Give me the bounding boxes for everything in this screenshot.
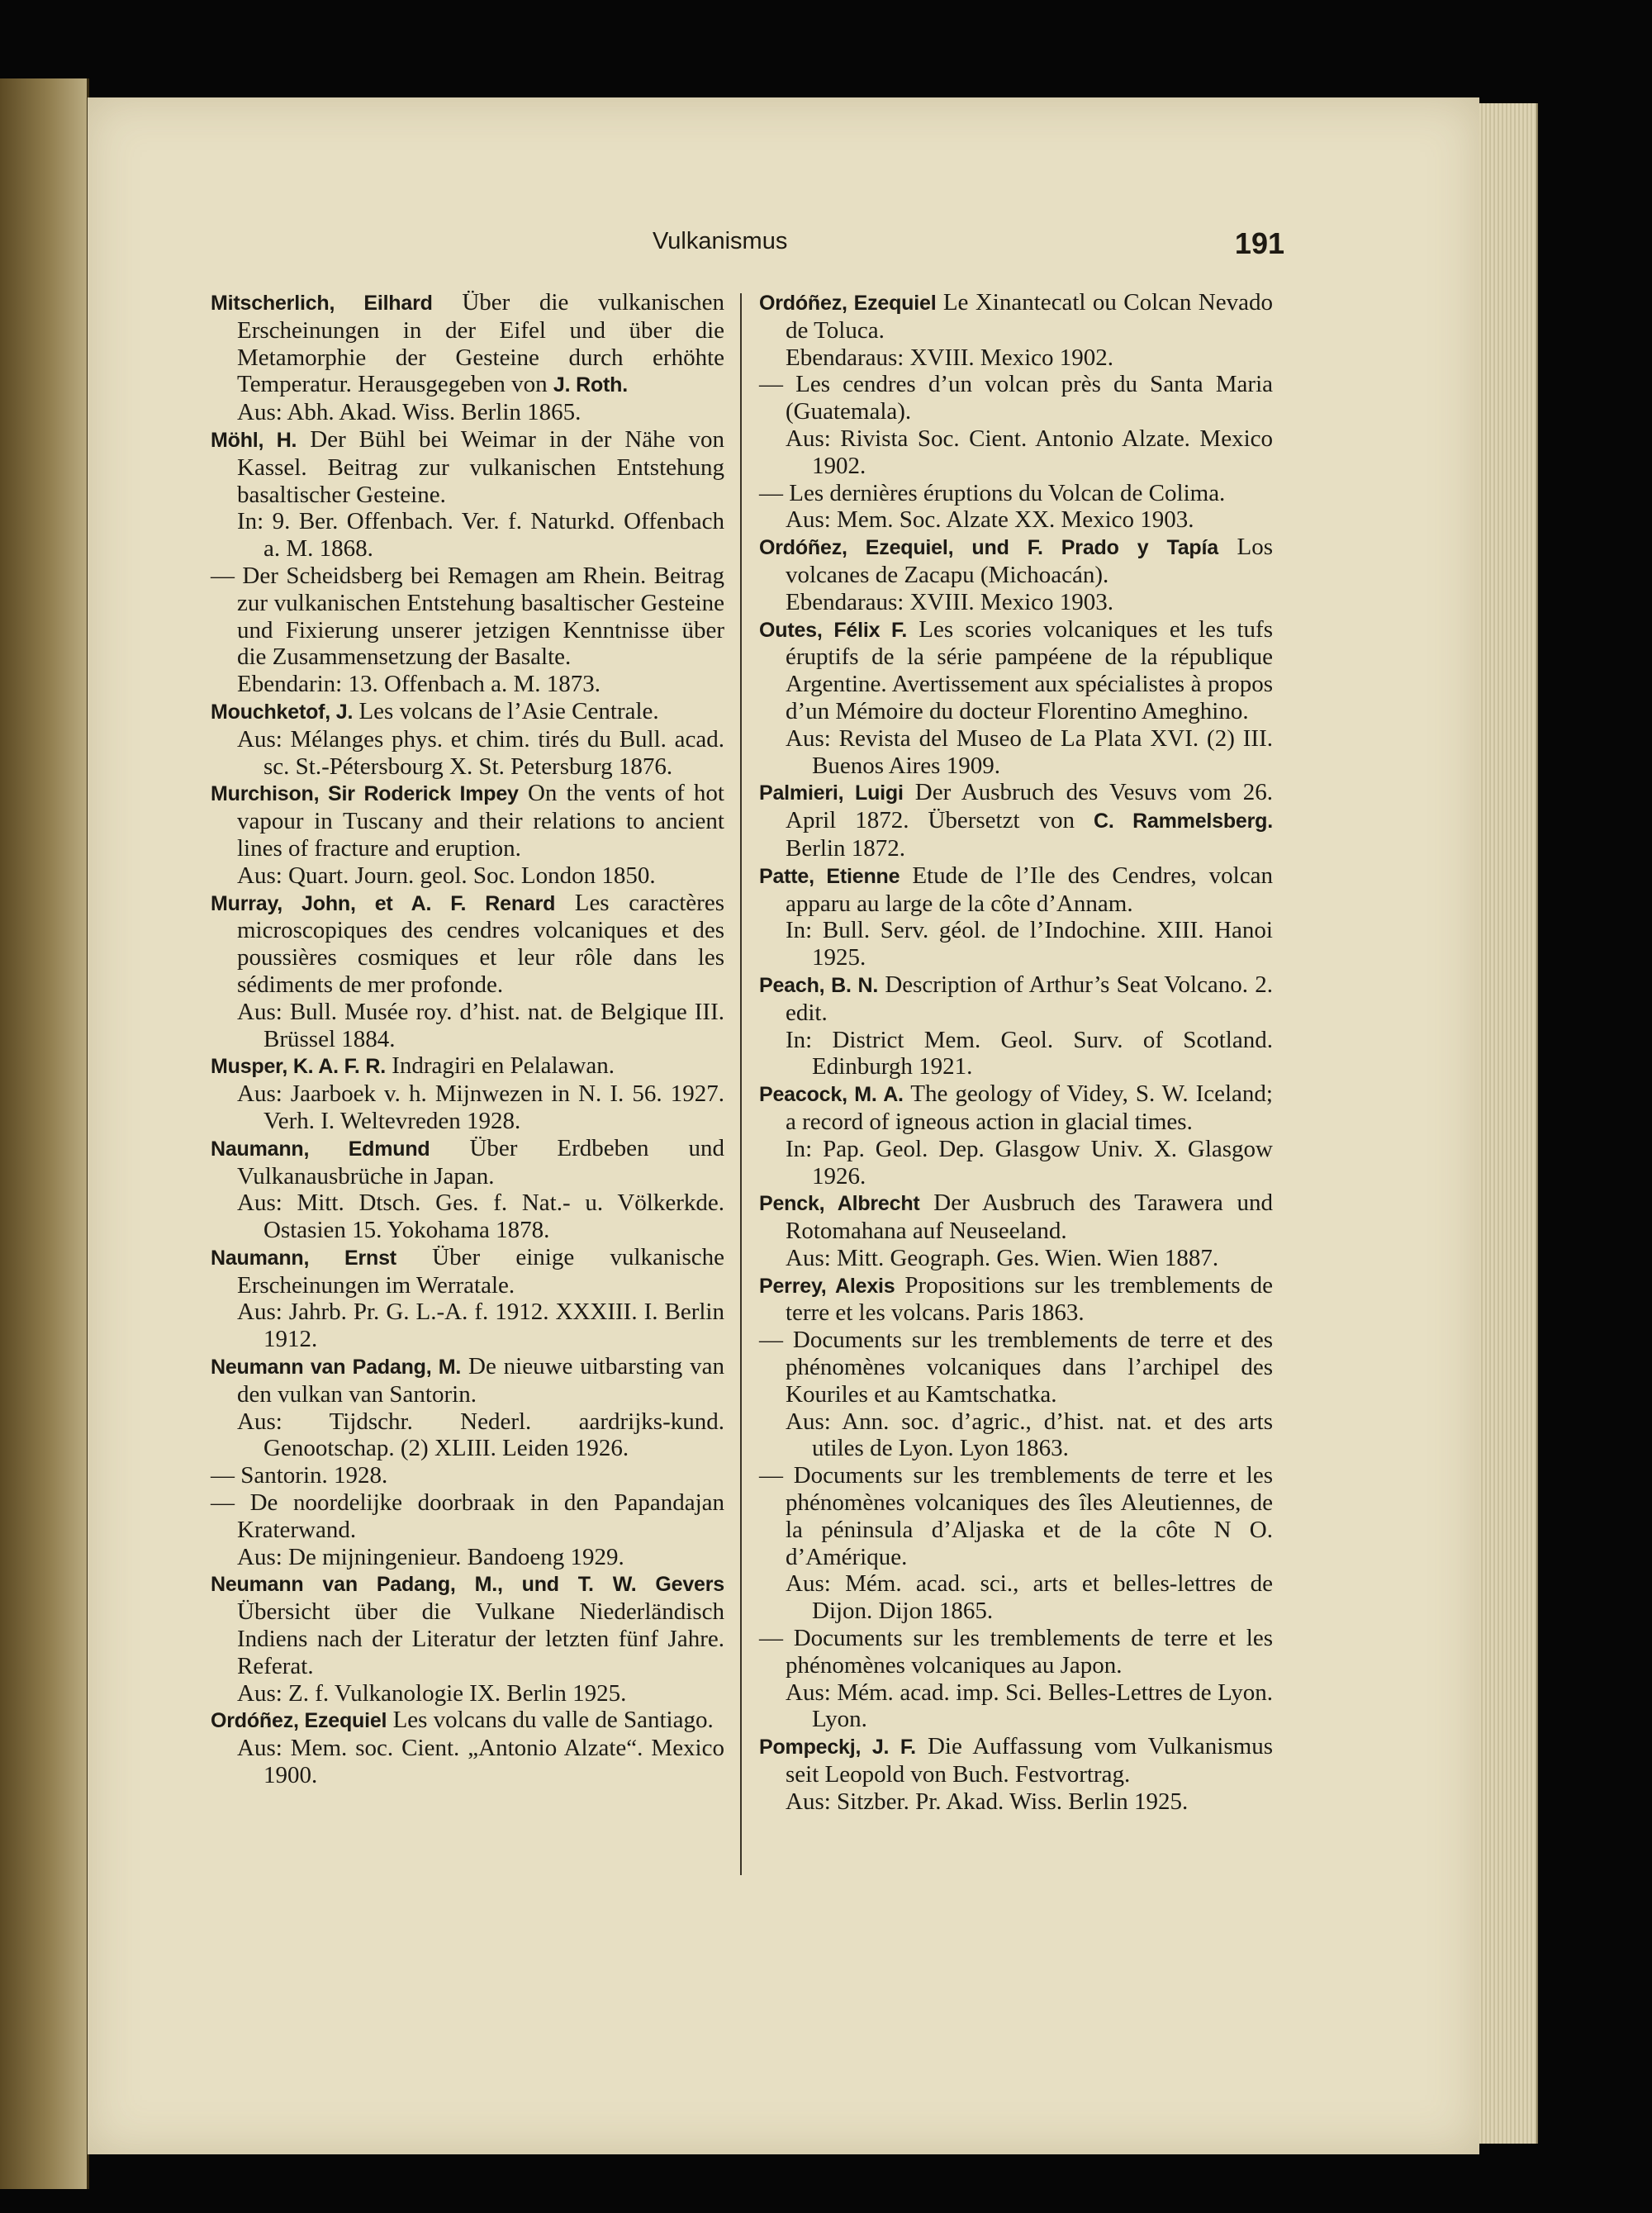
bib-continuation	[759, 480, 1273, 507]
bib-continuation	[759, 1625, 1273, 1679]
bib-source	[211, 1299, 724, 1353]
bib-continuation	[759, 371, 1273, 425]
bib-entry	[759, 534, 1273, 589]
author-name: Perrey, Alexis	[759, 1274, 895, 1298]
entry-text: Description of Arthur’s Seat Volcano. 2. edit.	[786, 971, 1273, 1026]
author-name: Musper, K. A. F. R.	[211, 1055, 386, 1079]
bib-source	[759, 917, 1273, 971]
bib-source	[759, 1679, 1273, 1734]
entry-text: Les volcans de l’Asie Centrale.	[353, 697, 659, 724]
entry-text: In: 9. Ber. Offenbach. Ver. f. Naturkd. Offenbach a. M. 1868.	[237, 508, 724, 563]
bib-source	[211, 1680, 724, 1707]
bib-entry	[211, 890, 724, 999]
bib-source	[211, 1080, 724, 1135]
entry-text: Über Erdbeben und Vulkanausbrüche in Japan.	[237, 1134, 724, 1190]
entry-text: Aus: Mitt. Geograph. Ges. Wien. Wien 1887.	[786, 1244, 1219, 1271]
author-name: Ordóñez, Ezequiel, und F. Prado y Tapía	[759, 536, 1218, 560]
entry-text-tail: Berlin 1872.	[786, 834, 905, 862]
entry-text: Aus: Mem. Soc. Alzate XX. Mexico 1903.	[786, 506, 1194, 534]
running-header	[653, 228, 1284, 269]
entry-text: Aus: Mém. acad. imp. Sci. Belles-Lettres de Lyon. Lyon.	[786, 1679, 1273, 1733]
entry-text: — Documents sur les tremblements de terre et des phénomènes volcaniques dans l’archipel des Kouriles et au Kamtschatka.	[759, 1327, 1273, 1408]
entry-text: — Documents sur les tremblements de terre et les phénomènes volcaniques au Japon.	[759, 1625, 1273, 1679]
entry-text: Aus: Z. f. Vulkanologie IX. Berlin 1925.	[237, 1679, 627, 1707]
bib-entry	[759, 289, 1273, 344]
author-name: Peach, B. N.	[759, 973, 879, 997]
page-number: 191	[1234, 226, 1284, 260]
running-title: Vulkanismus	[653, 228, 788, 254]
bib-source	[759, 1408, 1273, 1463]
bib-continuation	[211, 1462, 724, 1489]
bib-source	[211, 1190, 724, 1244]
bib-entry	[211, 1052, 724, 1080]
author-name: Palmieri, Luigi	[759, 781, 904, 805]
bib-source	[759, 1027, 1273, 1081]
author-name: Naumann, Edmund	[211, 1137, 430, 1161]
bib-source	[759, 506, 1273, 534]
bib-source	[211, 862, 724, 890]
bib-entry	[759, 1190, 1273, 1245]
bib-entry	[211, 1244, 724, 1299]
entry-text: Der Ausbruch des Tarawera und Rotomahana auf Neuseeland.	[786, 1190, 1273, 1245]
bib-source	[211, 508, 724, 563]
author-name: Mitscherlich, Eilhard	[211, 292, 433, 315]
author-name: Murchison, Sir Roderick Impey	[211, 782, 519, 806]
entry-text: Aus: Revista del Museo de La Plata XVI. (2) III. Buenos Aires 1909.	[786, 724, 1273, 779]
entry-text: Les caractères microscopiques des cendres volcaniques et des poussières cosmiques et leur rôle dans les sédiments de mer profonde.	[237, 889, 724, 998]
bib-entry	[211, 1353, 724, 1408]
bib-entry	[211, 780, 724, 862]
editor-name: C. Rammelsberg.	[1094, 810, 1273, 833]
bib-entry	[759, 862, 1273, 918]
bib-entry	[211, 1570, 724, 1679]
entry-text: Etude de l’Ile des Cendres, volcan apparu au large de la côte d’Annam.	[786, 862, 1273, 917]
entry-text: In: District Mem. Geol. Surv. of Scotland. Edinburgh 1921.	[786, 1026, 1273, 1080]
entry-text: Los volcanes de Zacapu (Michoacán).	[786, 534, 1274, 588]
entry-text: On the vents of hot vapour in Tuscany and their relations to ancient lines of fracture and eruption.	[237, 780, 724, 862]
column-divider	[740, 293, 742, 1875]
left-page-edge	[0, 78, 89, 2189]
bib-entry	[211, 426, 724, 508]
bib-entry	[759, 971, 1273, 1027]
entry-text: Aus: Jahrb. Pr. G. L.-A. f. 1912. XXXIII. I. Berlin 1912.	[237, 1299, 724, 1353]
entry-text: Aus: Mitt. Dtsch. Ges. f. Nat.- u. Völkerkde. Ostasien 15. Yokohama 1878.	[237, 1190, 724, 1244]
author-name: Mouchketof, J.	[211, 700, 354, 724]
bib-continuation	[759, 1327, 1273, 1408]
bib-source	[211, 1544, 724, 1571]
entry-text: Über die vulkanischen Erscheinungen in der Eifel und über die Metamorphie der Gesteine durch erhöhte Temperatur. Herausgegeben von	[237, 289, 724, 398]
entry-text: Aus: De mijningenieur. Bandoeng 1929.	[237, 1543, 624, 1570]
entry-text: De nieuwe uitbarsting van den vulkan van Santorin.	[237, 1353, 724, 1408]
author-name: Neumann van Padang, M., und T. W. Gevers	[211, 1573, 724, 1597]
entry-text: Indragiri en Pelalawan.	[385, 1052, 615, 1080]
entry-text: Ebendaraus: XVIII. Mexico 1903.	[786, 588, 1114, 615]
author-name: Neumann van Padang, M.	[211, 1356, 462, 1380]
entry-text: Der Bühl bei Weimar in der Nähe von Kassel. Beitrag zur vulkanischen Entstehung basaltischer Gesteine.	[237, 425, 724, 508]
entry-text: Aus: Tijdschr. Nederl. aardrijks-kund. Genootschap. (2) XLIII. Leiden 1926.	[237, 1408, 724, 1462]
entry-text: — Les cendres d’un volcan près du Santa Maria (Guatemala).	[759, 371, 1273, 425]
bib-source	[211, 1408, 724, 1463]
entry-text: The geology of Videy, S. W. Iceland; a record of igneous action in glacial times.	[786, 1080, 1273, 1135]
editor-name: J. Roth.	[553, 373, 628, 397]
entry-text: Der Ausbruch des Vesuvs vom 26. April 1872. Übersetzt von	[786, 779, 1273, 834]
bib-entry	[211, 1135, 724, 1190]
entry-text: — Santorin. 1928.	[211, 1462, 388, 1489]
bib-source	[759, 344, 1273, 372]
bib-entry	[211, 289, 724, 399]
entry-text: — Documents sur les tremblements de terre et les phénomènes volcaniques des îles Aleutiennes, de la péninsula d’Aljaska et de la côte N O. d’Amérique.	[759, 1462, 1273, 1570]
bib-entry	[759, 1080, 1273, 1136]
entry-text: Aus: Mem. soc. Cient. „Antonio Alzate“. Mexico 1900.	[237, 1735, 724, 1789]
entry-text: Le Xinantecatl ou Colcan Nevado de Toluca.	[786, 289, 1273, 344]
entry-text: Aus: Abh. Akad. Wiss. Berlin 1865.	[237, 399, 582, 426]
bib-source	[759, 425, 1273, 480]
bib-entry	[759, 1733, 1273, 1788]
bib-source	[211, 671, 724, 698]
entry-text: Aus: Mélanges phys. et chim. tirés du Bull. acad. sc. St.-Pétersbourg X. St. Petersburg 1876.	[237, 725, 724, 780]
entry-text: Les scories volcaniques et les tufs éruptifs de la série pampéene de la république Argentine. Avertissement aux spécialistes à propos d’un Mémoire du docteur Florentino Ameghino.	[786, 615, 1273, 724]
author-name: Pompeckj, J. F.	[759, 1736, 916, 1759]
entry-text: Ebendaraus: XVIII. Mexico 1902.	[786, 344, 1114, 371]
entry-text: Aus: Bull. Musée roy. d’hist. nat. de Belgique III. Brüssel 1884.	[237, 998, 724, 1052]
bib-source	[211, 999, 724, 1053]
entry-text: In: Bull. Serv. géol. de l’Indochine. XIII. Hanoi 1925.	[786, 917, 1273, 971]
entry-text: Aus: Sitzber. Pr. Akad. Wiss. Berlin 1925.	[786, 1788, 1189, 1815]
bib-source	[759, 1136, 1273, 1190]
author-name: Peacock, M. A.	[759, 1083, 904, 1107]
bib-entry	[759, 1272, 1273, 1327]
bibliography-column-left	[211, 289, 724, 1789]
bib-source	[759, 1788, 1273, 1816]
entry-text: — Les dernières éruptions du Volcan de Colima.	[759, 479, 1226, 506]
bib-source	[759, 589, 1273, 616]
entry-text: Les volcans du valle de Santiago.	[387, 1707, 714, 1734]
bib-source	[759, 1570, 1273, 1625]
entry-text: Propositions sur les tremblements de terre et les volcans. Paris 1863.	[786, 1271, 1273, 1327]
bib-source	[211, 726, 724, 781]
author-name: Patte, Etienne	[759, 864, 900, 888]
entry-text: Aus: Ann. soc. d’agric., d’hist. nat. et des arts utiles de Lyon. Lyon 1863.	[786, 1408, 1273, 1462]
bib-continuation	[211, 1489, 724, 1544]
entry-text: Aus: Quart. Journ. geol. Soc. London 1850.	[237, 862, 656, 889]
bib-source	[211, 399, 724, 426]
bib-entry	[759, 616, 1273, 725]
bib-continuation	[211, 563, 724, 671]
author-name: Ordóñez, Ezequiel	[211, 1709, 387, 1733]
entry-text: In: Pap. Geol. Dep. Glasgow Univ. X. Glasgow 1926.	[786, 1135, 1273, 1190]
author-name: Ordóñez, Ezequiel	[759, 292, 937, 315]
entry-text: Die Auffassung vom Vulkanismus seit Leopold von Buch. Festvortrag.	[786, 1733, 1273, 1788]
entry-text: Ebendarin: 13. Offenbach a. M. 1873.	[237, 671, 601, 698]
bib-entry	[211, 698, 724, 726]
bib-source	[211, 1735, 724, 1789]
entry-text: Aus: Rivista Soc. Cient. Antonio Alzate. Mexico 1902.	[786, 425, 1273, 479]
entry-text: — Der Scheidsberg bei Remagen am Rhein. Beitrag zur vulkanischen Entstehung basaltischer Gesteine und Fixierung unserer jetzigen Kenntnisse über die Zusammensetzung der Basalte.	[211, 562, 724, 671]
author-name: Murray, John, et A. F. Renard	[211, 891, 556, 915]
entry-text: — De noordelijke doorbraak in den Papandajan Kraterwand.	[211, 1489, 724, 1543]
author-name: Outes, Félix F.	[759, 618, 908, 642]
author-name: Möhl, H.	[211, 428, 297, 452]
bib-source	[759, 725, 1273, 780]
bib-source	[759, 1245, 1273, 1272]
bib-continuation	[759, 1462, 1273, 1570]
author-name: Naumann, Ernst	[211, 1246, 396, 1270]
entry-text: Aus: Mém. acad. sci., arts et belles-lettres de Dijon. Dijon 1865.	[786, 1570, 1273, 1625]
bibliography-column-right	[759, 289, 1273, 1816]
page-stack-edge	[1479, 103, 1538, 2144]
author-name: Penck, Albrecht	[759, 1192, 920, 1216]
entry-text: Übersicht über die Vulkane Niederländisch Indiens nach der Literatur der letzten fünf Jahre. Referat.	[237, 1598, 724, 1679]
entry-text: Über einige vulkanische Erscheinungen im Werratale.	[237, 1243, 724, 1299]
entry-text: Aus: Jaarboek v. h. Mijnwezen in N. I. 56. 1927. Verh. I. Weltevreden 1928.	[237, 1080, 724, 1134]
bib-entry	[759, 779, 1273, 862]
bib-entry	[211, 1707, 724, 1735]
